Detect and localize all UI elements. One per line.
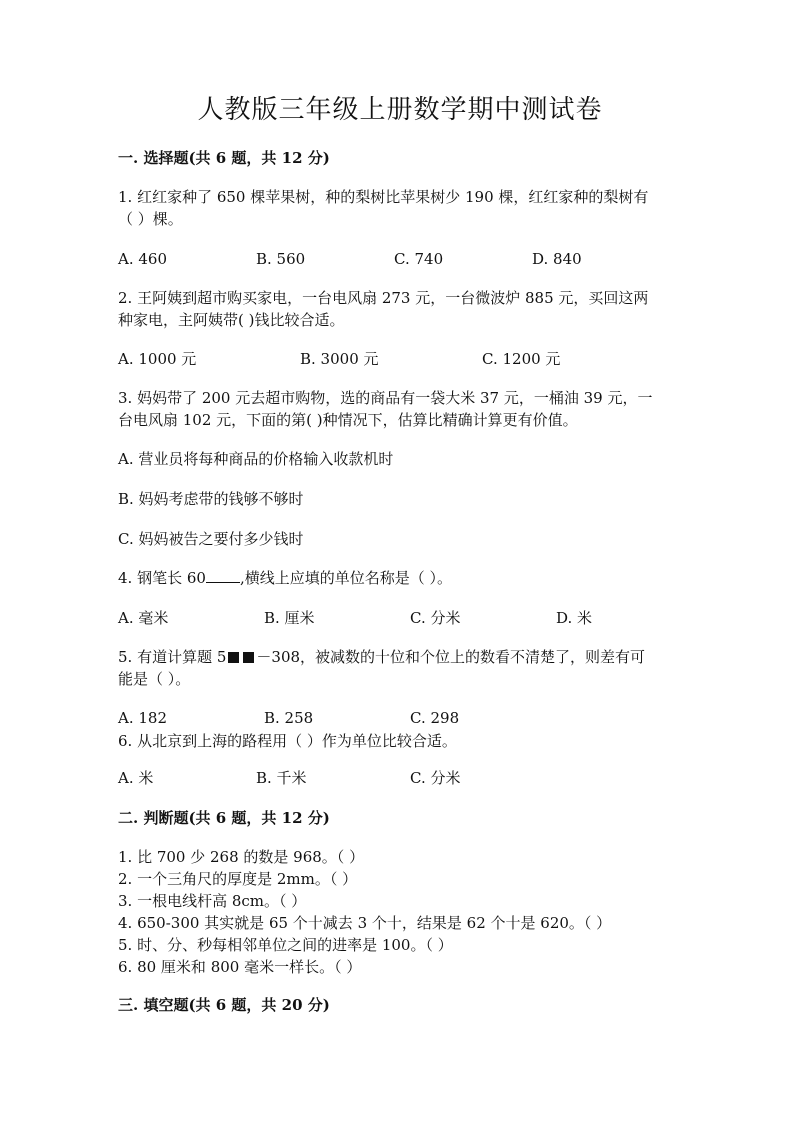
- question-3-option-a: A. 营业员将每种商品的价格输入收款机时: [118, 450, 394, 468]
- question-4-option-a: A. 毫米: [118, 609, 169, 627]
- question-2-option-c: C. 1200 元: [482, 350, 561, 368]
- question-3-option-c: C. 妈妈被告之要付多少钱时: [118, 530, 304, 548]
- question-5-option-a: A. 182: [118, 709, 167, 727]
- question-6-option-a: A. 米: [118, 769, 154, 787]
- question-6-option-c: C. 分米: [410, 769, 461, 787]
- judgment-item-1: 1. 比 700 少 268 的数是 968。（ ）: [118, 848, 365, 866]
- obscured-digit-square: [228, 652, 239, 663]
- question-5-option-b: B. 258: [264, 709, 314, 727]
- question-1-option-b: B. 560: [256, 250, 306, 268]
- section-heading-judgment: 二. 判断题(共 6 题，共 12 分): [118, 809, 330, 827]
- question-1-option-a: A. 460: [118, 250, 167, 268]
- question-1-line-2: （ ）棵。: [118, 210, 183, 228]
- question-5-option-c: C. 298: [410, 709, 460, 727]
- judgment-item-2: 2. 一个三角尺的厚度是 2mm。（ ）: [118, 870, 358, 888]
- question-3-line-1: 3. 妈妈带了 200 元去超市购物，选的商品有一袋大米 37 元，一桶油 39 元，一: [118, 389, 653, 407]
- question-4-line: [118, 567, 452, 589]
- question-4-prefix: 4. 钢笔长 60: [118, 569, 206, 587]
- question-4-option-b: B. 厘米: [264, 609, 315, 627]
- judgment-item-4: 4. 650-300 其实就是 65 个十减去 3 个十，结果是 62 个十是 620。（ ）: [118, 914, 612, 932]
- question-4-option-c: C. 分米: [410, 609, 461, 627]
- question-5-line-1: [118, 646, 645, 668]
- page-title: 人教版三年级上册数学期中测试卷: [197, 95, 603, 125]
- question-6-line-1: 6. 从北京到上海的路程用（ ）作为单位比较合适。: [118, 732, 457, 750]
- judgment-item-6: 6. 80 厘米和 800 毫米一样长。（ ）: [118, 958, 362, 976]
- judgment-item-3: 3. 一根电线杆高 8cm。（ ）: [118, 892, 307, 910]
- question-5-suffix: －308，被减数的十位和个位上的数看不清楚了，则差有可: [256, 648, 646, 666]
- section-heading-fill-in: 三. 填空题(共 6 题，共 20 分): [118, 996, 330, 1014]
- section-heading-choice: 一. 选择题(共 6 题，共 12 分): [118, 149, 330, 167]
- question-1-option-d: D. 840: [532, 250, 582, 268]
- question-2-line-2: 种家电，主阿姨带( )钱比较合适。: [118, 311, 345, 329]
- question-2-line-1: 2. 王阿姨到超市购买家电，一台电风扇 273 元，一台微波炉 885 元，买回这两: [118, 289, 649, 307]
- obscured-digit-square: [243, 652, 254, 663]
- question-2-option-b: B. 3000 元: [300, 350, 379, 368]
- question-6-option-b: B. 千米: [256, 769, 307, 787]
- question-1-line-1: 1. 红红家种了 650 棵苹果树，种的梨树比苹果树少 190 棵，红红家种的梨树有: [118, 188, 649, 206]
- question-5-line-2: 能是（ ）。: [118, 670, 191, 688]
- question-3-option-b: B. 妈妈考虑带的钱够不够时: [118, 490, 304, 508]
- question-1-option-c: C. 740: [394, 250, 444, 268]
- answer-blank: [206, 568, 240, 583]
- question-2-option-a: A. 1000 元: [118, 350, 197, 368]
- question-3-line-2: 台电风扇 102 元，下面的第( )种情况下，估算比精确计算更有价值。: [118, 411, 578, 429]
- question-4-option-d: D. 米: [556, 609, 593, 627]
- question-5-prefix: 5. 有道计算题 5: [118, 648, 227, 666]
- question-4-suffix: ,横线上应填的单位名称是（ ）。: [239, 569, 452, 587]
- judgment-item-5: 5. 时、分、秒每相邻单位之间的进率是 100。（ ）: [118, 936, 453, 954]
